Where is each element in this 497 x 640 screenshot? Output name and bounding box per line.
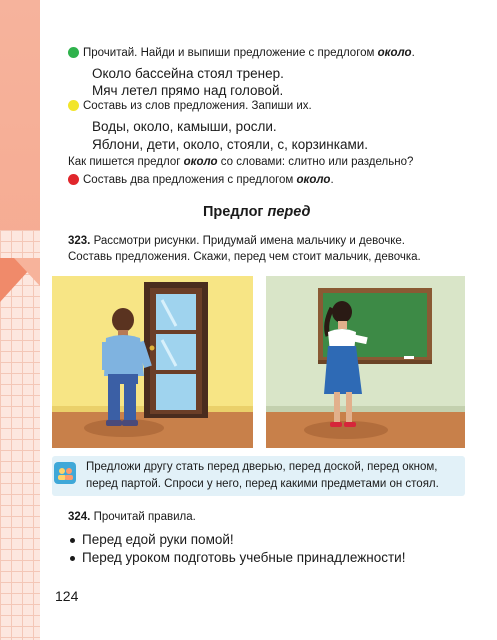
instruction-2: Составь из слов предложения. Запиши их. bbox=[83, 100, 312, 112]
green-difficulty-dot bbox=[68, 47, 79, 58]
question-text: Как пишется предлог около со словами: слитно или раздельно? bbox=[68, 156, 414, 168]
instruction-3: Составь два предложения с предлогом около. bbox=[83, 174, 334, 186]
task-324: 324. Прочитай правила. bbox=[68, 511, 196, 523]
example-2-line-1: Воды, около, камыши, росли. bbox=[92, 119, 277, 134]
side-triangle-decoration bbox=[0, 258, 40, 302]
rule-item: Перед уроком подготовь учебные принадлежности! bbox=[82, 550, 406, 565]
pair-work-line-1: Предложи другу стать перед дверью, перед доской, перед окном, bbox=[86, 461, 438, 473]
red-difficulty-dot bbox=[68, 174, 79, 185]
example-2-line-2: Яблони, дети, около, стояли, с, корзинками. bbox=[92, 137, 369, 152]
section-heading: Предлог перед bbox=[203, 204, 311, 220]
rule-item: Перед едой руки помой! bbox=[82, 532, 234, 547]
girl-at-board-illustration bbox=[266, 276, 465, 448]
example-1-line-2: Мяч летел прямо над головой. bbox=[92, 83, 284, 98]
yellow-difficulty-dot bbox=[68, 100, 79, 111]
boy-at-door-illustration bbox=[52, 276, 253, 448]
page-number: 124 bbox=[55, 588, 79, 604]
rule-bullet bbox=[70, 556, 75, 561]
pair-work-icon bbox=[54, 462, 76, 484]
rule-bullet bbox=[70, 538, 75, 543]
task-323-line-1: 323. Рассмотри рисунки. Придумай имена мальчику и девочке. bbox=[68, 235, 405, 247]
example-1-line-1: Около бассейна стоял тренер. bbox=[92, 66, 284, 81]
instruction-1: Прочитай. Найди и выпиши предложение с предлогом около. bbox=[83, 47, 415, 59]
pair-work-line-2: перед партой. Спроси у него, перед какими предметами он стоял. bbox=[86, 478, 439, 490]
task-323-line-2: Составь предложения. Скажи, перед чем стоит мальчик, девочка. bbox=[68, 251, 421, 263]
